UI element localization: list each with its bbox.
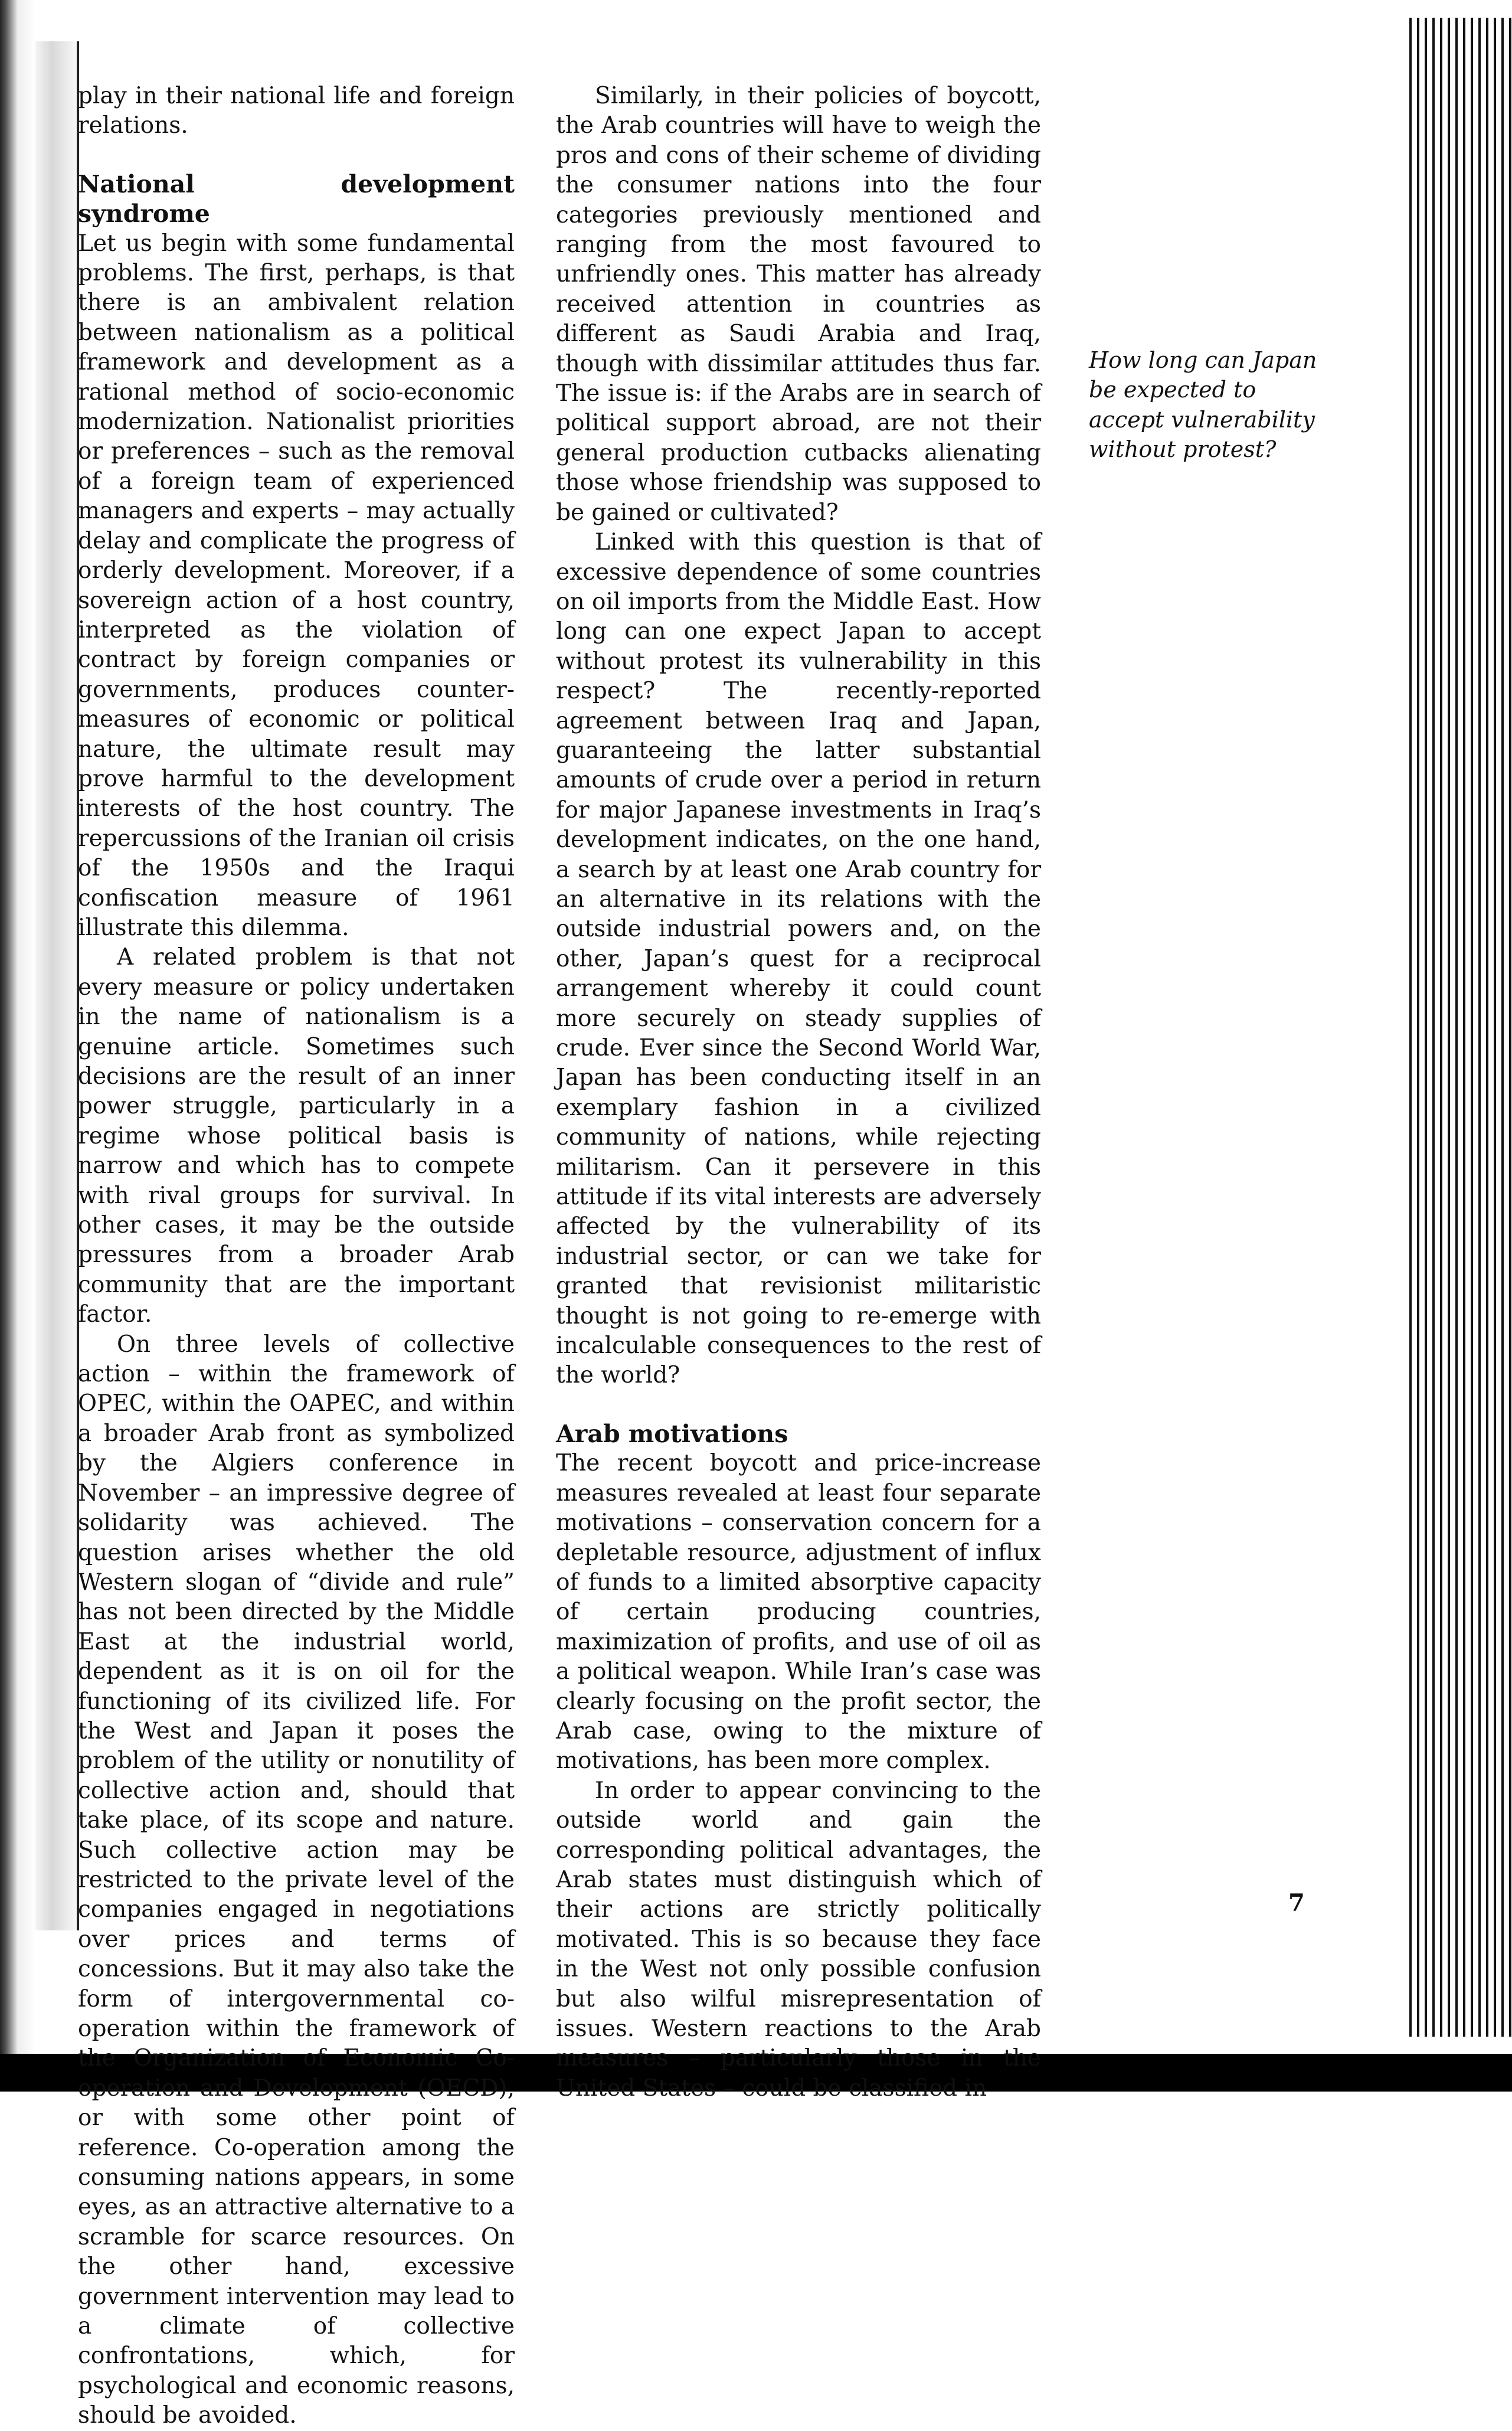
intro-paragraph: play in their national life and foreign relations. (78, 83, 515, 139)
scan-left-edge (0, 0, 35, 2092)
right-column (556, 81, 1041, 2103)
paragraph: The recent boycott and price-increase measures revealed at least four separate motivations – conservation concern for a depletable resource, adjustment of influx of funds to a limited absorptive capacity of certain producing countries, maximization of profits, and use of oil as a political weapon. While Iran’s case was clearly focusing on the profit sector, the Arab case, owing to the mixture of motivations, has been more complex. (556, 1450, 1041, 1775)
paragraph: Let us begin with some fundamental problems. The first, perhaps, is that there is an ambivalent relation between nationalism as a political framework and development as a rational method of socio-economic modernization. Nationalist priorities or preferences – such as the removal of a foreign team of experienced managers and experts – may actually delay and complicate the progress of orderly development. Moreover, if a sovereign action of a host country, interpreted as the violation of contract by foreign companies or governments, produces counter-measures of economic or political nature, the ultimate result may prove harmful to the development interests of the host country. The repercussions of the Iranian oil crisis of the 1950s and the Iraqui confiscation measure of 1961 illustrate this dilemma. (78, 230, 515, 941)
book-binding-gutter (35, 41, 79, 1930)
paragraph: Linked with this question is that of excessive dependence of some countries on oil imports from the Middle East. How long can one expect Japan to accept without protest its vulnerability in this respect? The recently-reported agreement between Iraq and Japan, guaranteeing the latter substantial amounts of crude over a period in return for major Japanese investments in Iraq’s development indicates, on the one hand, a search by at least one Arab country for an alternative in its relations with the outside industrial powers and, on the other, Japan’s quest for a reciprocal arrangement whereby it could count more securely on steady supplies of crude. Ever since the Second World War, Japan has been conducting itself in an exemplary fashion in a civilized community of nations, while rejecting militarism. Can it persevere in this attitude if its vital interests are adversely affected by the vulnerability of its industrial sector, or can we take for granted that revisionist militaristic thought is not going to re-emerge with incalculable consequences to the rest of the world? (556, 529, 1042, 1389)
page-edges (1409, 18, 1512, 2037)
section-heading-national-development: National development syndrome (78, 169, 515, 228)
page-number: 7 (1288, 1889, 1305, 1917)
pull-quote: How long can Japan be expected to accept vulnerability without protest? (1089, 347, 1317, 463)
left-column (78, 81, 515, 2431)
paragraph: In order to appear convincing to the outside world and gain the corresponding political advantages, the Arab states must distinguish which of their actions are strictly politically motivated. This is so because they face in the West not only possible confusion but also wilful misrepresentation of issues. Western reactions to the Arab measures – particularly those in the United States – could be classified in (556, 1777, 1041, 2102)
paragraph: A related problem is that not every measure or policy undertaken in the name of nationalism is a genuine article. Sometimes such decisions are the result of an inner power struggle, particularly in a regime whose political basis is narrow and which has to compete with rival groups for survival. In other cases, it may be the outside pressures from a broader Arab community that are the important factor. (78, 944, 515, 1328)
section-heading-arab-motivations: Arab motivations (556, 1419, 788, 1448)
paragraph: On three levels of collective action – within the framework of OPEC, within the OAPEC, and within a broader Arab front as symbolized by the Algiers conference in November – an impressive degree of solidarity was achieved. The question arises whether the old Western slogan of “divide and rule” has not been directed by the Middle East at the industrial world, dependent as it is on oil for the functioning of its civilized life. For the West and Japan it poses the problem of the utility or nonutility of collective action and, should that take place, of its scope and nature. Such collective action may be restricted to the private level of the companies engaged in negotiations over prices and terms of concessions. But it may also take the form of intergovernmental co-operation within the framework of the Organization of Economic Co-operation and Development (OECD), or with some other point of reference. Co-operation among the consuming nations appears, in some eyes, as an attractive alternative to a scramble for scarce resources. On the other hand, excessive government intervention may lead to a climate of collective confrontations, which, for psychological and economic reasons, should be avoided. (78, 1331, 515, 2429)
paragraph: Similarly, in their policies of boycott, the Arab countries will have to weigh the pros and cons of their scheme of dividing the consumer nations into the four categories previously mentioned and ranging from the most favoured to unfriendly ones. This matter has already received attention in countries as different as Saudi Arabia and Iraq, though with dissimilar attitudes thus far. The issue is: if the Arabs are in search of political support abroad, are not their general production cutbacks alienating those whose friendship was supposed to be gained or cultivated? (556, 83, 1041, 526)
